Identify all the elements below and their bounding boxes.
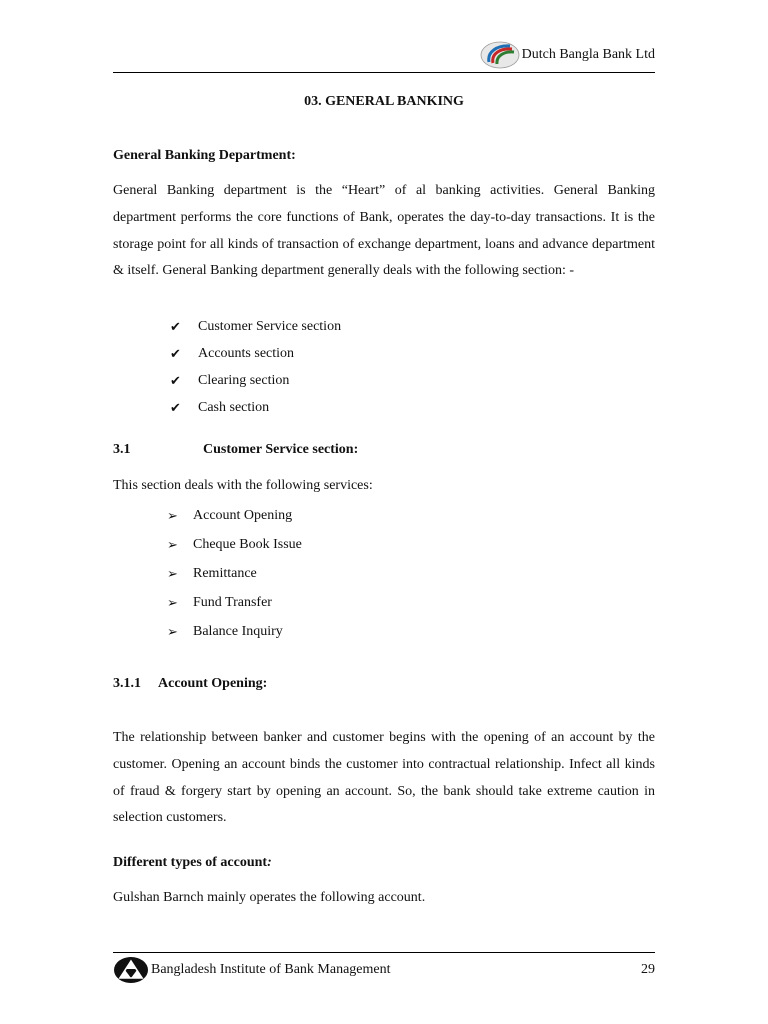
account-types-heading	[113, 855, 272, 871]
services-list	[167, 501, 302, 646]
gb-section-list	[170, 313, 341, 421]
dbbl-logo-icon	[480, 40, 520, 70]
list-item	[170, 313, 341, 340]
list-item-text: Remittance	[193, 565, 257, 581]
list-item	[170, 367, 341, 394]
list-item-text: Fund Transfer	[193, 594, 272, 610]
list-item-text: Clearing section	[198, 372, 290, 388]
checkmark-icon: ✔	[170, 372, 181, 388]
section-3-1-intro: This section deals with the following services:	[113, 478, 373, 493]
arrow-bullet-icon: ➢	[167, 594, 178, 610]
section-title: Customer Service section:	[203, 442, 359, 457]
list-item-text: Balance Inquiry	[193, 623, 283, 639]
list-item-text: Customer Service section	[198, 318, 342, 334]
list-item	[170, 394, 341, 421]
list-item	[167, 530, 302, 559]
arrow-bullet-icon: ➢	[167, 623, 178, 639]
section-title: Account Opening:	[158, 676, 268, 691]
list-item-text: Accounts section	[198, 345, 295, 361]
arrow-bullet-icon: ➢	[167, 565, 178, 581]
list-item-text: Account Opening	[193, 507, 293, 523]
page-header	[480, 40, 655, 70]
gb-department-heading: General Banking Department:	[113, 148, 296, 163]
bibm-logo-icon	[113, 956, 149, 984]
list-item	[170, 340, 341, 367]
account-types-heading-colon: :	[267, 855, 272, 870]
checkmark-icon: ✔	[170, 318, 181, 334]
list-item	[167, 559, 302, 588]
account-opening-paragraph: The relationship between banker and customer begins with the opening of an account by the customer. Opening an account binds the customer into contractual relationship. Infect all kinds of fraud & forgery start by opening an account. So, the bank should take extreme caution in selection customers.	[113, 730, 655, 826]
checkmark-icon: ✔	[170, 345, 181, 361]
list-item	[167, 588, 302, 617]
list-item	[167, 501, 302, 530]
arrow-bullet-icon: ➢	[167, 507, 178, 523]
list-item	[167, 617, 302, 646]
header-bank-name: Dutch Bangla Bank Ltd	[521, 47, 655, 62]
gb-department-paragraph: General Banking department is the “Heart” of al banking activities. General Banking department performs the core functions of Bank, operates the day-to-day transactions. It is the storage point for all kinds of transaction of exchange department, loans and advance department & itself. General Banking department generally deals with the following section: -	[113, 183, 655, 279]
page-footer	[113, 955, 655, 985]
header-rule	[113, 72, 655, 73]
chapter-title: 03. GENERAL BANKING	[304, 94, 464, 109]
section-3-1-heading	[113, 442, 358, 458]
account-types-text: Gulshan Barnch mainly operates the following account.	[113, 890, 426, 905]
arrow-bullet-icon: ➢	[167, 536, 178, 552]
list-item-text: Cheque Book Issue	[193, 536, 302, 552]
list-item-text: Cash section	[198, 399, 270, 415]
checkmark-icon: ✔	[170, 399, 181, 415]
section-number: 3.1	[113, 442, 131, 457]
section-number: 3.1.1	[113, 676, 141, 691]
footer-institute: Bangladesh Institute of Bank Management	[151, 962, 391, 977]
section-3-1-1-heading	[113, 676, 267, 692]
page-number: 29	[641, 962, 655, 977]
footer-rule	[113, 952, 655, 953]
account-types-heading-text: Different types of account	[113, 855, 268, 870]
